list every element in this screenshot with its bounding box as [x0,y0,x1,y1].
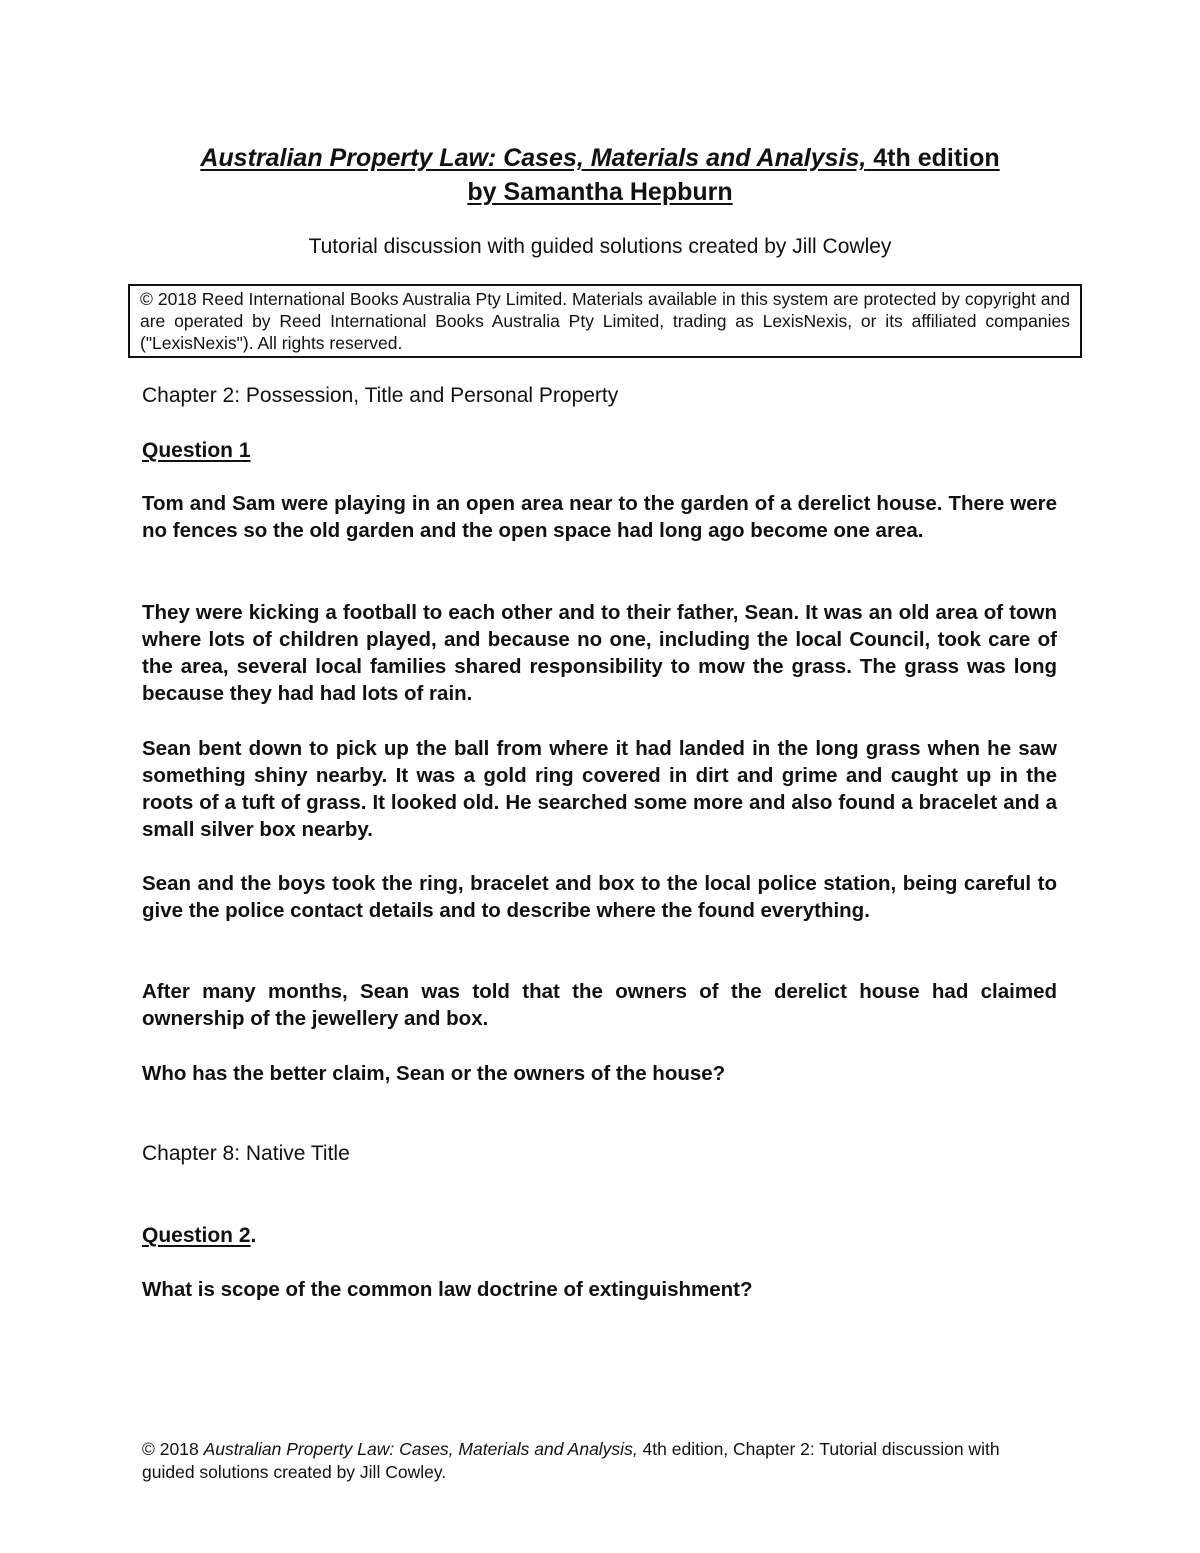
edition: 4th edition [866,144,1000,172]
question-heading-2 [142,1222,256,1250]
footer-prefix: © 2018 [142,1439,204,1459]
question-heading-1 [142,437,251,465]
question-1-paragraph: Tom and Sam were playing in an open area near to the garden of a derelict house. There were no fences so the old garden and the open space had long ago become one area. [142,492,1057,542]
question-1-prompt: Who has the better claim, Sean or the owners of the house? [142,1062,726,1085]
chapter-heading-8: Chapter 8: Native Title [142,1142,350,1165]
question-1-label: Question 1 [142,439,251,462]
footer-rest: 4th edition, Chapter 2: Tutorial discussion with guided solutions created by Jill Cowley. [142,1439,1000,1482]
document-title-line1 [100,142,1100,174]
copyright-notice-box: © 2018 Reed International Books Australia Pty Limited. Materials available in this system are protected by copyright and are operated by Reed International Books Australia Pty Limited, trading as LexisNexis, or its affiliated companies ("LexisNexis"). All rights reserved. [128,284,1082,358]
question-1-paragraph: They were kicking a football to each other and to their father, Sean. It was an old area of town where lots of children played, and because no one, including the local Council, took care of the area, several local families shared responsibility to mow the grass. The grass was long because they had had lots of rain. [142,601,1057,705]
question-1-paragraph: Sean and the boys took the ring, bracelet and box to the local police station, being careful to give the police contact details and to describe where the found everything. [142,872,1057,922]
page-footer [142,1438,1022,1484]
question-2-prompt: What is scope of the common law doctrine of extinguishment? [142,1278,753,1301]
question-2-label: Question 2 [142,1224,251,1247]
question-1-paragraph: Sean bent down to pick up the ball from where it had landed in the long grass when he saw something shiny nearby. It was a gold ring covered in dirt and grime and caught up in the roots of a tuft of grass. It looked old. He searched some more and also found a bracelet and a small silver box nearby. [142,737,1057,841]
document-title-author: by Samantha Hepburn [467,178,733,206]
question-1-paragraph: After many months, Sean was told that the owners of the derelict house had claimed ownership of the jewellery and box. [142,980,1057,1030]
chapter-heading-2: Chapter 2: Possession, Title and Personal Property [142,384,619,407]
question-2-label-suffix: . [250,1224,257,1247]
book-title: Australian Property Law: Cases, Materials and Analysis, [200,144,867,172]
footer-book-title: Australian Property Law: Cases, Materials and Analysis, [203,1439,638,1459]
document-subtitle: Tutorial discussion with guided solutions created by Jill Cowley [308,235,892,258]
